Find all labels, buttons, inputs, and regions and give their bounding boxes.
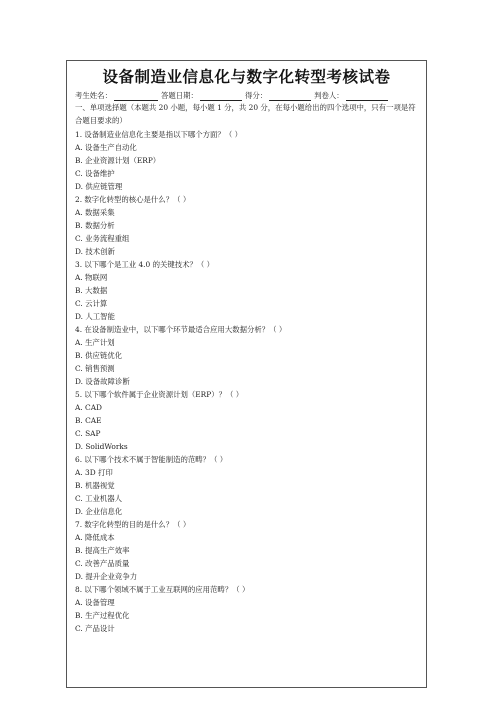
question-line: 5. 以下哪个软件属于企业资源计划（ERP）？（ ）: [75, 390, 244, 399]
option-line: C. 云计算: [75, 299, 108, 308]
option-line: C. 业务流程重组: [75, 234, 130, 243]
option-line: C. SAP: [75, 429, 101, 438]
question-line: 1. 设备制造业信息化主要是指以下哪个方面？（ ）: [75, 130, 242, 139]
exam-info-row: [75, 90, 421, 101]
exam-frame: [66, 60, 427, 688]
option-line: A. 物联网: [75, 273, 108, 282]
option-line: A. CAD: [75, 403, 102, 412]
option-line: D. 人工智能: [75, 312, 115, 321]
date-blank[interactable]: [200, 92, 242, 101]
question-line: 3. 以下哪个是工业 4.0 的关键技术？（ ）: [75, 260, 215, 269]
option-line: C. 工业机器人: [75, 494, 123, 503]
option-line: D. 设备故障诊断: [75, 377, 130, 386]
option-line: A. 降低成本: [75, 533, 115, 542]
question-line: 7. 数字化转型的目的是什么？（ ）: [75, 520, 191, 529]
question-line: 4. 在设备制造业中，以下哪个环节最适合应用大数据分析？（ ）: [75, 325, 287, 334]
option-line: B. 大数据: [75, 286, 108, 295]
option-line: B. 供应链优化: [75, 351, 123, 360]
option-line: D. 提升企业竞争力: [75, 572, 138, 581]
grader-blank[interactable]: [346, 92, 388, 101]
option-line: A. 3D 打印: [75, 468, 113, 477]
option-line: B. 生产过程优化: [75, 611, 130, 620]
option-line: D. 技术创新: [75, 247, 115, 256]
question-line: 8. 以下哪个领域不属于工业互联网的应用范畴？（ ）: [75, 585, 250, 594]
option-line: B. 提高生产效率: [75, 546, 130, 555]
option-line: A. 数据采集: [75, 208, 115, 217]
exam-title: 设备制造业信息化与数字化转型考核试卷: [102, 68, 391, 86]
question-line: 2. 数字化转型的核心是什么？（ ）: [75, 195, 191, 204]
date-label: 答题日期：: [160, 91, 198, 100]
score-label: 得分：: [244, 91, 268, 100]
name-label: 考生姓名：: [75, 91, 112, 100]
option-line: C. 销售预测: [75, 364, 115, 373]
option-line: A. 设备生产自动化: [75, 143, 137, 152]
option-line: C. 改善产品质量: [75, 559, 130, 568]
option-line: B. 企业资源计划（ERP）: [75, 156, 161, 165]
option-line: C. 产品设计: [75, 624, 115, 633]
question-list: [75, 128, 421, 635]
option-line: A. 生产计划: [75, 338, 115, 347]
option-line: B. CAE: [75, 416, 102, 425]
option-line: A. 设备管理: [75, 598, 115, 607]
option-line: B. 数据分析: [75, 221, 115, 230]
option-line: C. 设备维护: [75, 169, 115, 178]
grader-label: 判卷人：: [314, 91, 344, 100]
question-line: 6. 以下哪个技术不属于智能制造的范畴？（ ）: [75, 455, 228, 464]
option-line: D. 企业信息化: [75, 507, 123, 516]
option-line: D. SolidWorks: [75, 442, 128, 451]
option-line: D. 供应链管理: [75, 182, 123, 191]
score-blank[interactable]: [269, 92, 311, 101]
section-intro: 一、单项选择题（本题共 20 小题，每小题 1 分，共 20 分，在每小题给出的四个选项中，只有一项是符合题目要求的）: [75, 103, 416, 125]
name-blank[interactable]: [114, 92, 158, 101]
option-line: B. 机器视觉: [75, 481, 115, 490]
